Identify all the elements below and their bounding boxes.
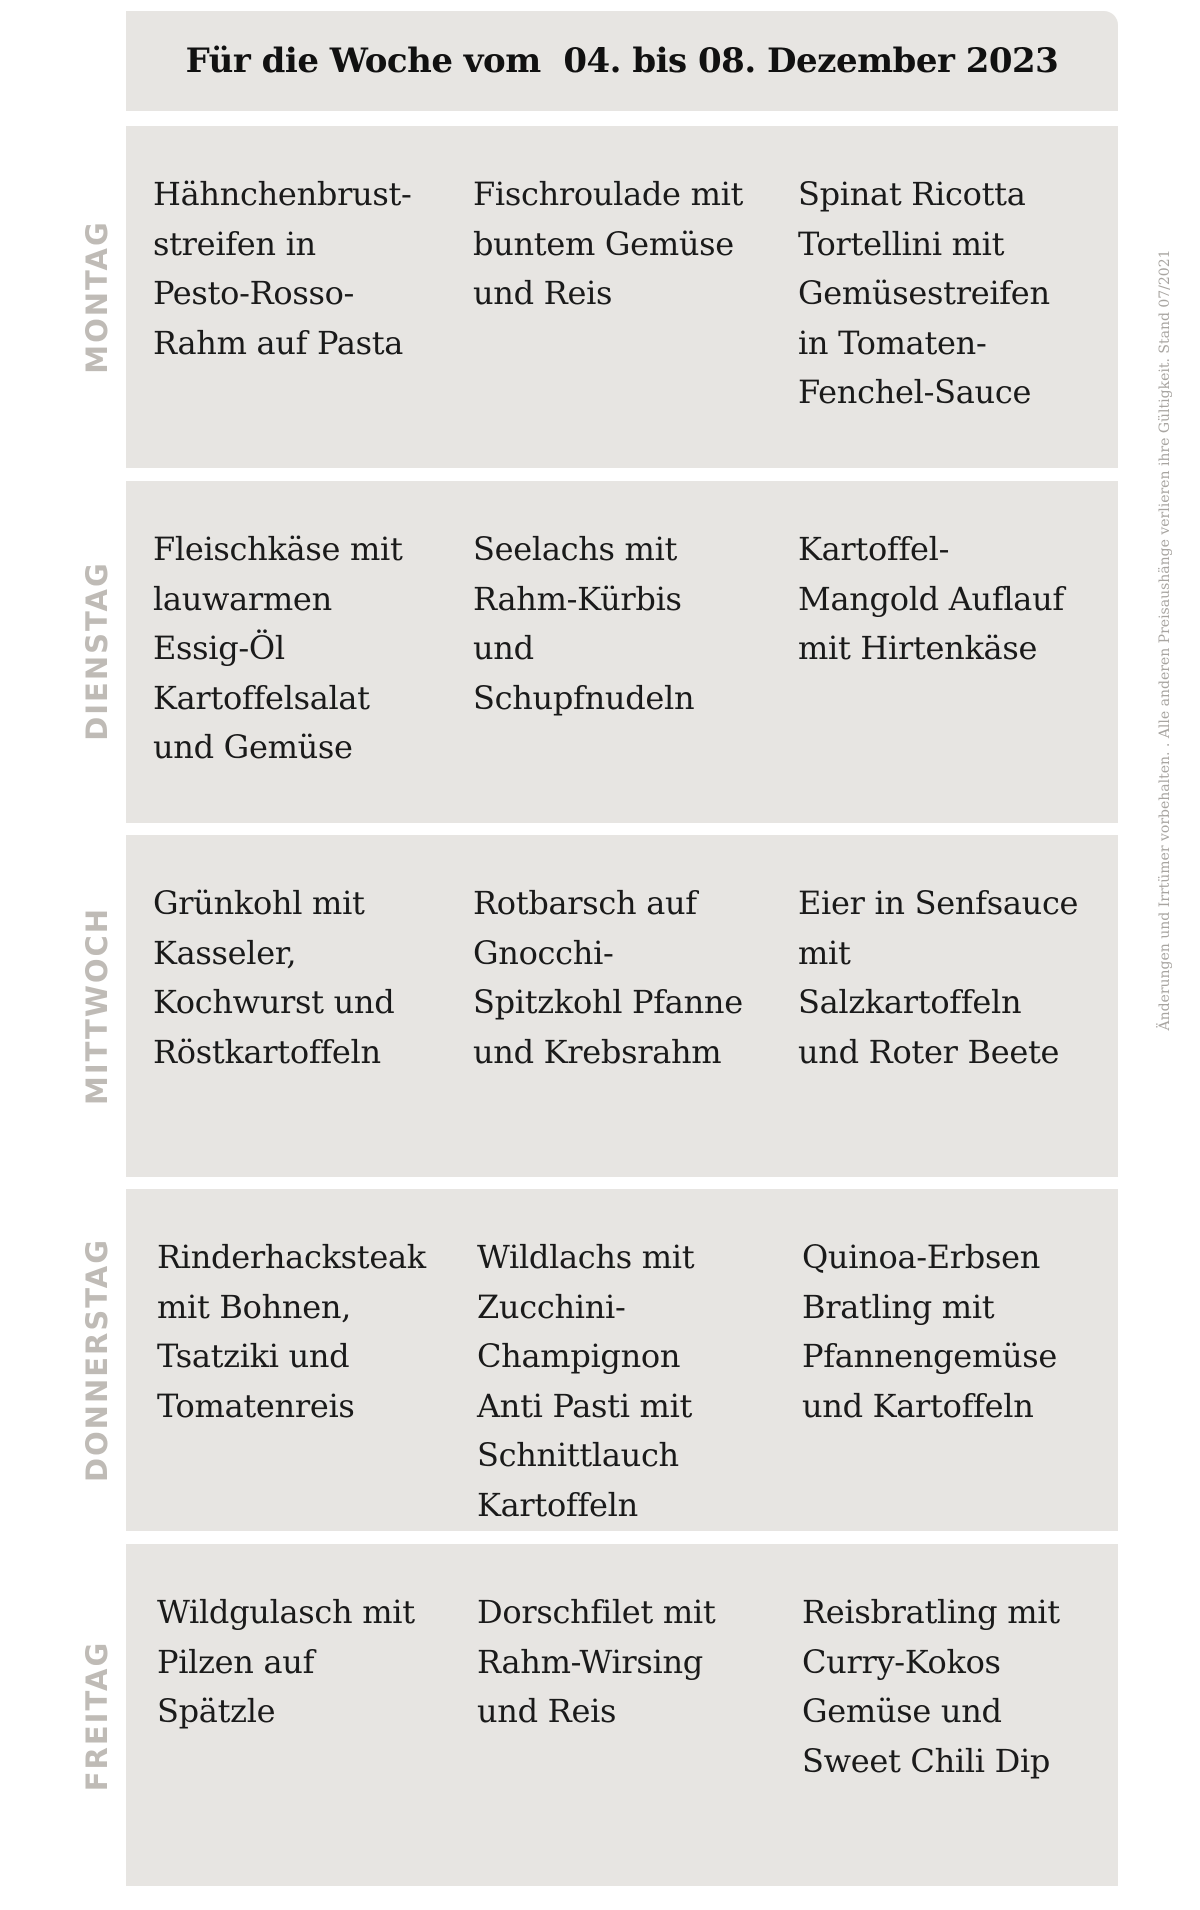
day-row-montag: [126, 126, 1118, 468]
day-row-mittwoch: [126, 835, 1118, 1177]
meal-1: Hähnchenbrust- streifen in Pesto-Rosso- Rahm auf Pasta: [153, 175, 412, 362]
day-label-text: DONNERSTAG: [80, 1237, 114, 1483]
day-row-freitag: [126, 1544, 1118, 1886]
day-row-donnerstag: [126, 1189, 1118, 1531]
meal-3: Kartoffel- Mangold Auflauf mit Hirtenkäse: [798, 530, 1064, 667]
meal-1: Fleischkäse mit lauwarmen Essig-Öl Kartoffelsalat und Gemüse: [153, 530, 403, 766]
meal-3: Reisbratling mit Curry-Kokos Gemüse und Sweet Chili Dip: [802, 1593, 1060, 1780]
meal-1: Rinderhacksteak mit Bohnen, Tsatziki und Tomatenreis: [157, 1238, 426, 1425]
week-title: Für die Woche vom 04. bis 08. Dezember 2023: [185, 41, 1059, 81]
meal-2: Wildlachs mit Zucchini- Champignon Anti Pasti mit Schnittlauch Kartoffeln: [477, 1238, 695, 1524]
meal-2: Rotbarsch auf Gnocchi- Spitzkohl Pfanne und Krebsrahm: [473, 884, 743, 1071]
meal-1: Wildgulasch mit Pilzen auf Spätzle: [157, 1593, 415, 1730]
day-label-text: FREITAG: [80, 1640, 114, 1792]
day-label-text: MITTWOCH: [80, 906, 114, 1106]
meal-3: Quinoa-Erbsen Bratling mit Pfannengemüse und Kartoffeln: [802, 1238, 1058, 1425]
day-label-text: DIENSTAG: [80, 561, 114, 741]
meal-2: Seelachs mit Rahm-Kürbis und Schupfnudeln: [473, 530, 695, 717]
meal-3: Eier in Senfsauce mit Salzkartoffeln und Roter Beete: [798, 884, 1079, 1071]
day-row-dienstag: [126, 481, 1118, 823]
meal-2: Fischroulade mit buntem Gemüse und Reis: [473, 175, 744, 312]
meal-2: Dorschfilet mit Rahm-Wirsing und Reis: [477, 1593, 716, 1730]
week-header: [126, 11, 1118, 111]
meal-3: Spinat Ricotta Tortellini mit Gemüsestreifen in Tomaten- Fenchel-Sauce: [798, 175, 1050, 411]
footnote-text: Änderungen und Irrtümer vorbehalten. . Alle anderen Preisaushänge verlieren ihre Gültigkeit. Stand 07/2021: [1157, 249, 1173, 1031]
meal-1: Grünkohl mit Kasseler, Kochwurst und Röstkartoffeln: [153, 884, 395, 1071]
day-label-text: MONTAG: [80, 220, 114, 374]
